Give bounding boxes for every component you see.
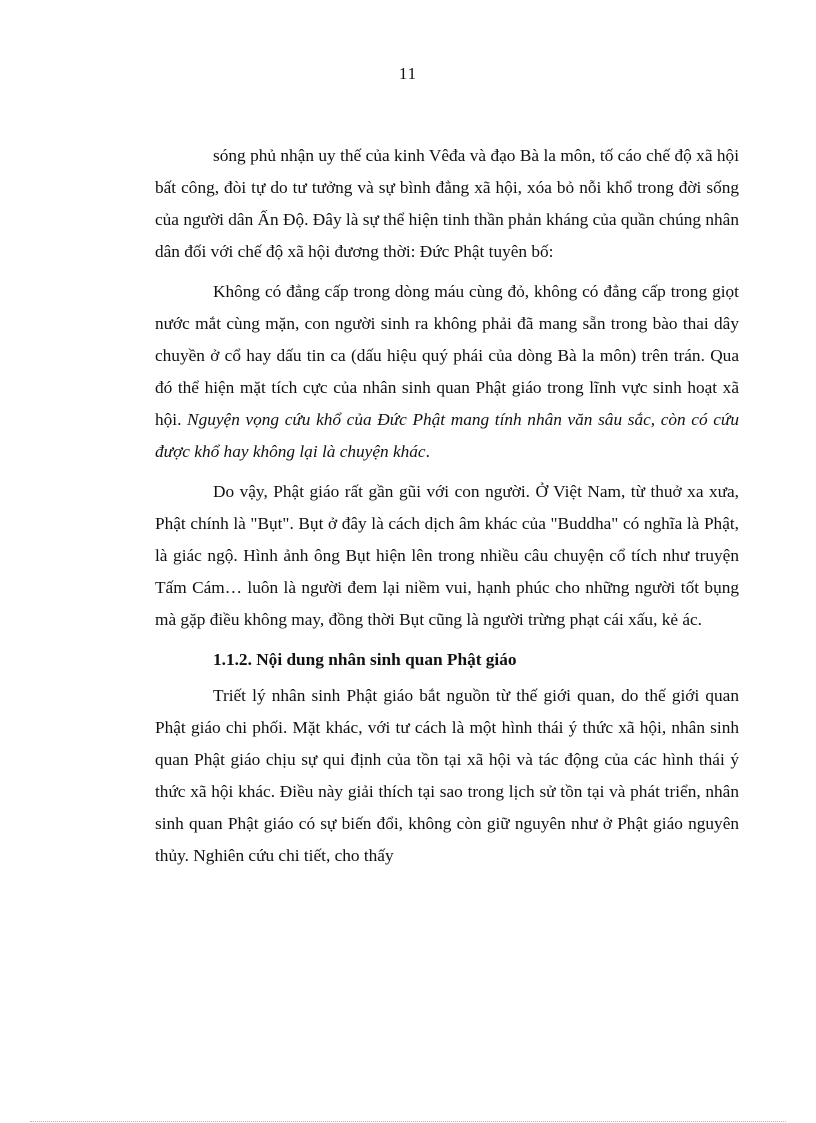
- paragraph-2-end: .: [425, 442, 430, 461]
- paragraph-2-italic: Nguyện vọng cứu khổ của Đức Phật mang tính nhân văn sâu sắc, còn có cứu được khổ hay không lại là chuyện khác: [155, 410, 739, 461]
- section-paragraph: Triết lý nhân sinh Phật giáo bắt nguồn từ thế giới quan, do thế giới quan Phật giáo chi phối. Mặt khác, với tư cách là một hình thái ý thức xã hội, nhân sinh quan Phật giáo chịu sự qui định của tồn tại xã hội và tác động của các hình thái ý thức xã hội khác. Điều này giải thích tại sao trong lịch sử tồn tại và phát triển, nhân sinh quan Phật giáo có sự biến đổi, không còn giữ nguyên như ở Phật giáo nguyên thủy. Nghiên cứu chi tiết, cho thấy: [155, 686, 739, 865]
- document-body: [155, 140, 739, 872]
- page-bottom-rule: [30, 1121, 786, 1122]
- paragraph-2: [155, 276, 739, 468]
- section-heading: 1.1.2. Nội dung nhân sinh quan Phật giáo: [213, 650, 517, 669]
- paragraph-2-text: Không có đẳng cấp trong dòng máu cùng đỏ, không có đẳng cấp trong giọt nước mắt cùng mặn, con người sinh ra không phải đã mang sẵn trong bào thai dây chuyền ở cổ hay dấu tin ca (dấu hiệu quý phái của dòng Bà la môn) trên trán. Qua đó thể hiện mặt tích cực của nhân sinh quan Phật giáo trong lĩnh vực sinh hoạt xã hội.: [155, 282, 739, 429]
- paragraph-1: sóng phủ nhận uy thế của kinh Vêđa và đạo Bà la môn, tố cáo chế độ xã hội bất công, đòi tự do tư tưởng và sự bình đẳng xã hội, xóa bỏ nỗi khổ trong đời sống của người dân Ấn Độ. Đây là sự thể hiện tinh thần phản kháng của quần chúng nhân dân đối với chế độ xã hội đương thời: Đức Phật tuyên bố:: [155, 146, 739, 261]
- page-number: 11: [398, 64, 418, 83]
- paragraph-3: Do vậy, Phật giáo rất gần gũi với con người. Ở Việt Nam, từ thuở xa xưa, Phật chính là "Bụt". Bụt ở đây là cách dịch âm khác của "Buddha" có nghĩa là Phật, là giác ngộ. Hình ảnh ông Bụt hiện lên trong nhiều câu chuyện cổ tích như truyện Tấm Cám… luôn là người đem lại niềm vui, hạnh phúc cho những người tốt bụng mà gặp điều không may, đồng thời Bụt cũng là người trừng phạt cái xấu, kẻ ác.: [155, 482, 739, 629]
